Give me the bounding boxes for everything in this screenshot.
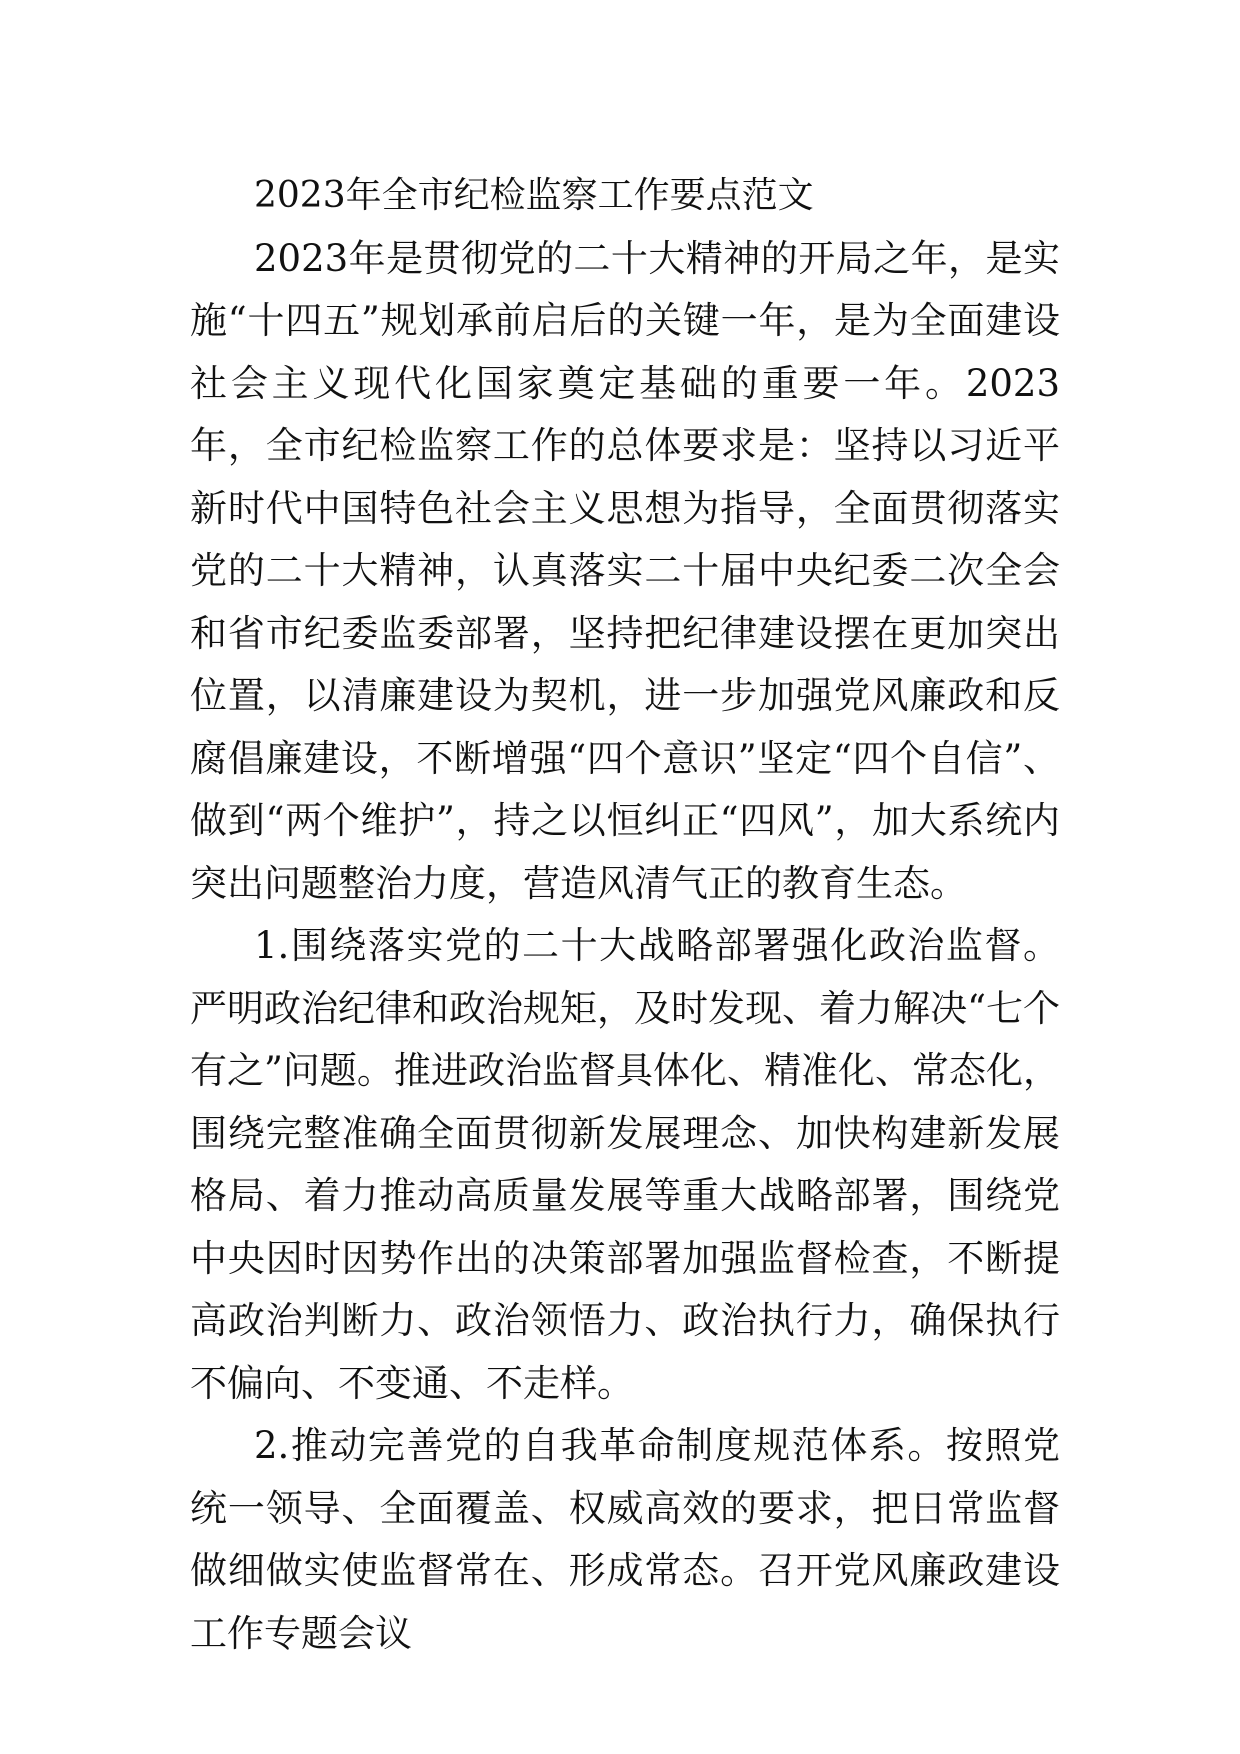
paragraph-intro: 2023年是贯彻党的二十大精神的开局之年，是实施“十四五”规划承前启后的关键一年，是为全面建设社会主义现代化国家奠定基础的重要一年。2023年，全市纪检监察工作的总体要求是：坚持以习近平新时代中国特色社会主义思想为指导，全面贯彻落实党的二十大精神，认真落实二十届中央纪委二次全会和省市纪委监委部署，坚持把纪律建设摆在更加突出位置，以清廉建设为契机，进一步加强党风廉政和反腐倡廉建设，不断增强“四个意识”坚定“四个自信”、做到“两个维护”，持之以恒纠正“四风”，加大系统内突出问题整治力度，营造风清气正的教育生态。 xyxy=(190,236,1060,905)
document-body xyxy=(190,165,1060,1665)
document-title: 2023年全市纪检监察工作要点范文 xyxy=(254,175,814,216)
paragraph-point-1: 1.围绕落实党的二十大战略部署强化政治监督。严明政治纪律和政治规矩，及时发现、着力解决“七个有之”问题。推进政治监督具体化、精准化、常态化，围绕完整准确全面贯彻新发展理念、加快构建新发展格局、着力推动高质量发展等重大战略部署，围绕党中央因时因势作出的决策部署加强监督检查，不断提高政治判断力、政治领悟力、政治执行力，确保执行不偏向、不变通、不走样。 xyxy=(190,924,1060,1405)
paragraph-point-2: 2.推动完善党的自我革命制度规范体系。按照党统一领导、全面覆盖、权威高效的要求，把日常监督做细做实使监督常在、形成常态。召开党风廉政建设工作专题会议 xyxy=(190,1424,1060,1655)
